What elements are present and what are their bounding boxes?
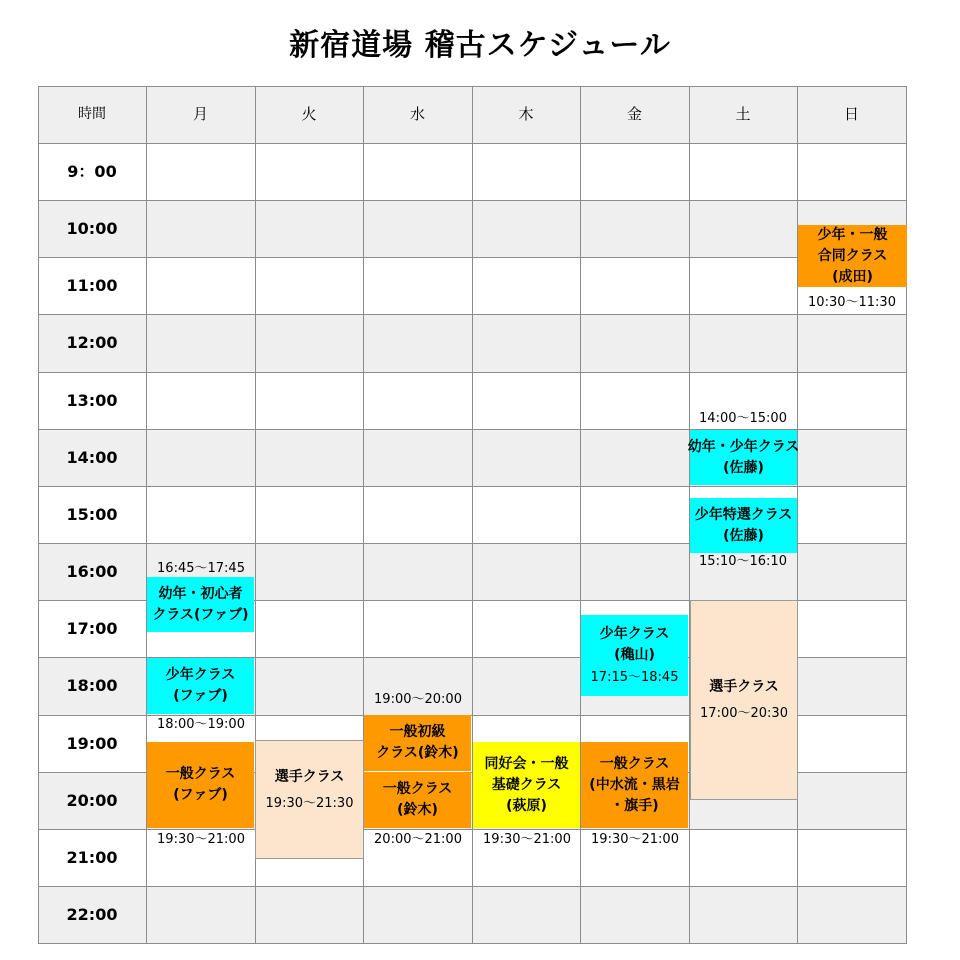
class-time-label: 16:45〜17:45 [157,561,245,576]
header-fri: 金 [626,105,642,123]
class-title-line: クラス(ファブ) [152,606,249,623]
time-label-21: 21:00 [66,848,118,867]
header-tue: 火 [301,105,317,123]
class-block-wed-general[interactable] [364,772,471,828]
time-label-10: 10:00 [66,219,118,238]
class-time-label: 15:10〜16:10 [699,554,787,569]
class-title-line: 一般クラス [599,755,670,772]
header-sat: 土 [735,105,751,123]
class-title-line: (萩原) [506,797,547,814]
class-time-label: 17:00〜20:30 [700,706,788,721]
class-block-wed-general-beginner[interactable] [364,715,471,771]
class-title-line: 少年クラス [599,626,670,642]
class-block-mon-kids-beginner[interactable] [147,577,254,632]
class-title-line: 少年・一般 [817,226,888,243]
class-block-tue-competitor[interactable] [255,740,364,859]
time-label-18: 18:00 [66,676,118,695]
class-block-sat-competitor[interactable] [690,600,798,800]
class-title-line: (ファブ) [173,787,228,803]
header-thu: 木 [518,105,534,123]
page-title: 新宿道場 稽古スケジュール [289,28,671,63]
class-title-line: 少年特選クラス [694,506,793,523]
class-title-line: 基礎クラス [491,776,562,793]
class-title-line: 選手クラス [274,769,345,785]
header-sun: 日 [843,105,859,123]
class-block-sat-kids-junior[interactable] [687,430,800,485]
class-title-line: 一般初級 [389,724,446,740]
class-title-line: (佐藤) [723,459,764,476]
class-title-line: 一般クラス [165,766,236,782]
class-block-sun-joint[interactable] [798,225,907,287]
class-block-sat-junior-select[interactable] [690,498,797,553]
class-time-label: 10:30〜11:30 [808,295,896,310]
header-wed: 水 [409,105,425,123]
class-block-mon-junior[interactable] [147,658,254,714]
grid-line [906,86,907,944]
header-mon: 月 [192,105,208,123]
class-title-line: 少年クラス [165,667,236,683]
time-label-20: 20:00 [66,791,118,810]
grid-line [797,86,798,944]
time-label-14: 14:00 [66,448,118,467]
class-title-line: (鈴木) [397,802,438,818]
time-label-16: 16:00 [66,562,118,581]
class-title-line: (佐藤) [723,527,764,544]
class-title-line: (中水流・黒岩 [589,776,680,793]
class-title-line: 合同クラス [817,247,888,264]
class-title-line: (穐山) [614,647,655,663]
time-label-12: 12:00 [66,333,118,352]
class-block-fri-general[interactable] [581,742,688,828]
class-title-line: 同好会・一般 [484,755,569,772]
class-time-label: 14:00〜15:00 [699,411,787,426]
time-label-11: 11:00 [66,276,118,295]
class-time-label: 19:30〜21:00 [483,832,571,847]
time-label-9: 9：00 [67,162,117,181]
class-block-mon-general[interactable] [147,742,254,828]
time-label-19: 19:00 [66,734,118,753]
class-time-label: 19:30〜21:00 [157,832,245,847]
class-title-line: ・旗手) [610,797,659,814]
class-block-thu-club-basic[interactable] [473,742,580,828]
class-title-line: 幼年・初心者 [158,585,243,602]
time-label-22: 22:00 [66,905,118,924]
class-block-fri-junior[interactable] [581,615,688,696]
time-label-17: 17:00 [66,619,118,638]
class-title-line: (ファブ) [173,688,228,704]
class-title-line: 一般クラス [382,781,453,797]
class-title-line: 幼年・少年クラス [687,438,800,455]
class-time-label: 19:30〜21:00 [591,832,679,847]
class-time-label: 19:30〜21:30 [265,796,354,811]
class-time-label: 20:00〜21:00 [374,832,462,847]
class-time-label: 18:00〜19:00 [157,717,245,732]
time-label-13: 13:00 [66,391,118,410]
class-time-label: 17:15〜18:45 [590,670,679,685]
header-time: 時間 [78,106,106,122]
class-title-line: (成田) [832,268,873,285]
class-time-label: 19:00〜20:00 [374,692,462,707]
class-title-line: 選手クラス [709,679,779,695]
time-label-15: 15:00 [66,505,118,524]
class-title-line: クラス(鈴木) [376,745,459,761]
